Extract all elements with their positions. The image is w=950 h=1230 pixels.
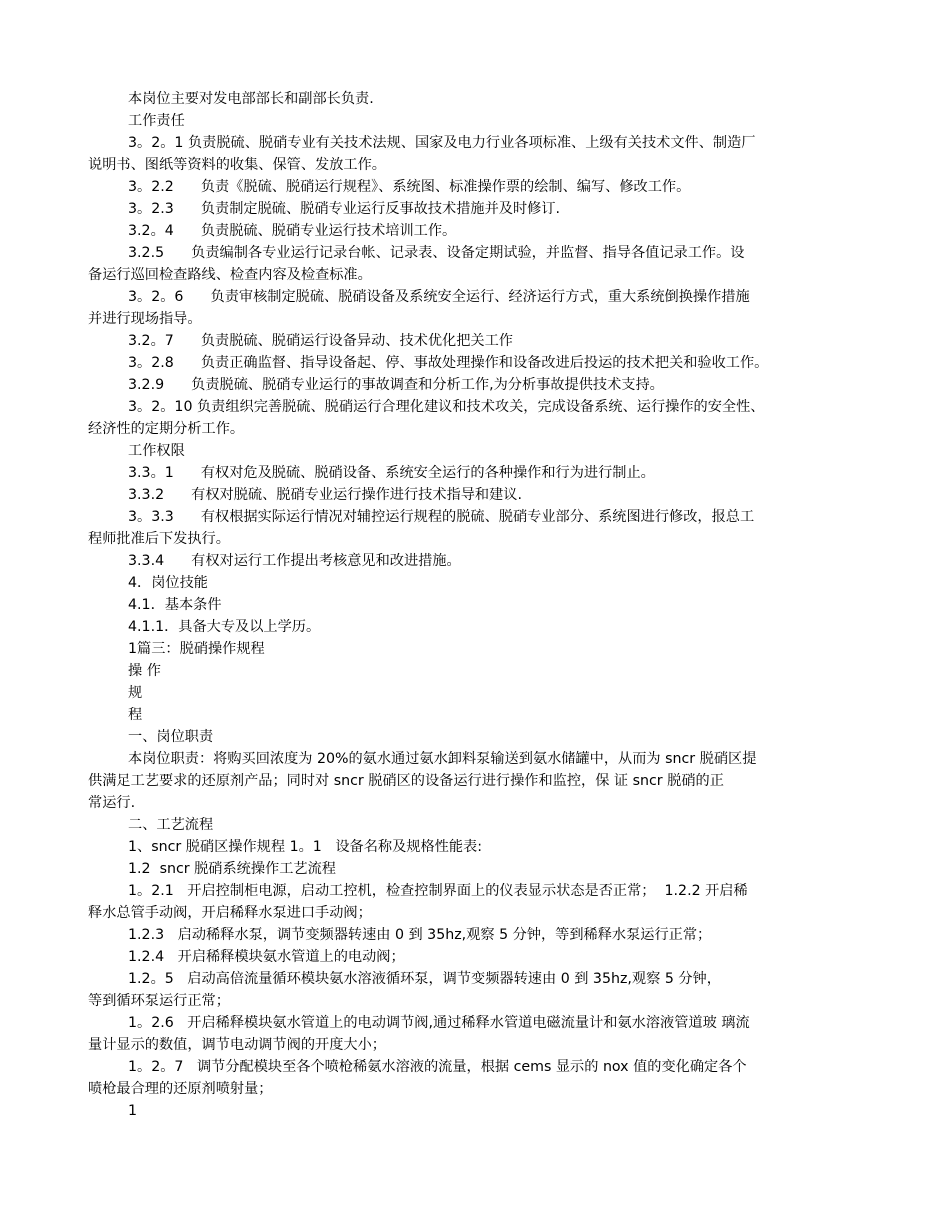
text-line: 二、工艺流程: [128, 817, 214, 833]
text-line: 1: [128, 1103, 138, 1119]
text-line: 1.2.3 启动稀释水泵，调节变频器转速由 0 到 35hz,观察 5 分钟，等到稀释水泵运行正常；: [128, 927, 712, 943]
text-line: 3.3。1 有权对危及脱硫、脱硝设备、系统安全运行的各种操作和行为进行制止。: [128, 465, 655, 481]
text-line: 说明书、图纸等资料的收集、保管、发放工作。: [88, 157, 386, 173]
text-line: 本岗位职责：将购买回浓度为 20%的氨水通过氨水卸料泵输送到氨水储罐中，从而为 sncr 脱硝区提: [128, 751, 757, 767]
text-line: 经济性的定期分析工作。: [88, 421, 245, 437]
text-line: 3。2.2 负责《脱硫、脱硝运行规程》、系统图、标准操作票的绘制、编写、修改工作。: [128, 179, 691, 195]
text-line: 3。2。6 负责审核制定脱硫、脱硝设备及系统安全运行、经济运行方式，重大系统倒换操作措施: [128, 289, 750, 305]
text-line: 4.1．基本条件: [128, 597, 222, 613]
text-line: 工作责任: [128, 113, 185, 129]
text-line: 一、岗位职责: [128, 729, 214, 745]
text-line: 3。3.3 有权根据实际运行情况对辅控运行规程的脱硫、脱硝专业部分、系统图进行修改，报总工: [128, 509, 755, 525]
text-line: 1。2.1 开启控制柜电源，启动工控机，检查控制界面上的仪表显示状态是否正常； 1.2.2 开启稀: [128, 883, 748, 899]
document-body: [88, 88, 870, 1122]
text-line: 1.2.4 开启稀释模块氨水管道上的电动阀；: [128, 949, 405, 965]
text-line: 3.2.9 负责脱硫、脱硝专业运行的事故调查和分析工作,为分析事故提供技术支持。: [128, 377, 664, 393]
text-line: 3。2。10 负责组织完善脱硫、脱硝运行合理化建议和技术攻关，完成设备系统、运行操作的安全性、: [128, 399, 765, 415]
text-line: 程: [128, 707, 143, 723]
text-line: 等到循环泵运行正常；: [88, 993, 230, 1009]
text-line: 喷枪最合理的还原剂喷射量；: [88, 1081, 273, 1097]
text-line: 量计显示的数值，调节电动调节阀的开度大小；: [88, 1037, 386, 1053]
text-line: 3.2.5 负责编制各专业运行记录台帐、记录表、设备定期试验，并监督、指导各值记录工作。设: [128, 245, 745, 261]
text-line: 4.1.1．具备大专及以上学历。: [128, 619, 321, 635]
text-line: 4．岗位技能: [128, 575, 208, 591]
text-line: 3。2。1 负责脱硫、脱硝专业有关技术法规、国家及电力行业各项标准、上级有关技术文件、制造厂: [128, 135, 756, 151]
text-line: 1篇三：脱硝操作规程: [128, 641, 265, 657]
text-line: 常运行.: [88, 795, 136, 811]
text-line: 备运行巡回检查路线、检查内容及检查标准。: [88, 267, 372, 283]
text-line: 程师批准后下发执行。: [88, 531, 230, 547]
text-line: 操 作: [128, 663, 161, 679]
text-line: 本岗位主要对发电部部长和副部长负责.: [128, 91, 374, 107]
text-line: 3.2。4 负责脱硫、脱硝专业运行技术培训工作。: [128, 223, 457, 239]
text-line: 1。2.6 开启稀释模块氨水管道上的电动调节阀,通过稀释水管道电磁流量计和氨水溶液管道玻 璃流: [128, 1015, 750, 1031]
text-line: 供满足工艺要求的还原剂产品；同时对 sncr 脱硝区的设备运行进行操作和监控，保 证 sncr 脱硝的正: [88, 773, 724, 789]
text-line: 规: [128, 685, 143, 701]
text-line: 3。2.8 负责正确监督、指导设备起、停、事故处理操作和设备改进后投运的技术把关和验收工作。: [128, 355, 769, 371]
text-line: 工作权限: [128, 443, 185, 459]
text-line: 并进行现场指导。: [88, 311, 202, 327]
text-line: 3.2。7 负责脱硫、脱硝运行设备异动、技术优化把关工作: [128, 333, 513, 349]
text-line: 3.3.2 有权对脱硫、脱硝专业运行操作进行技术指导和建议.: [128, 487, 522, 503]
text-line: 1、sncr 脱硝区操作规程 1。1 设备名称及规格性能表:: [128, 839, 482, 855]
text-line: 1.2。5 启动高倍流量循环模块氨水溶液循环泵，调节变频器转速由 0 到 35hz,观察 5 分钟，: [128, 971, 721, 987]
text-line: 1.2 sncr 脱硝系统操作工艺流程: [128, 861, 336, 877]
text-line: 1。2。7 调节分配模块至各个喷枪稀氨水溶液的流量，根据 cems 显示的 nox 值的变化确定各个: [128, 1059, 747, 1075]
text-line: 释水总管手动阀，开启稀释水泵进口手动阀；: [88, 905, 372, 921]
text-line: 3。2.3 负责制定脱硫、脱硝专业运行反事故技术措施并及时修订.: [128, 201, 561, 217]
text-line: 3.3.4 有权对运行工作提出考核意见和改进措施。: [128, 553, 461, 569]
